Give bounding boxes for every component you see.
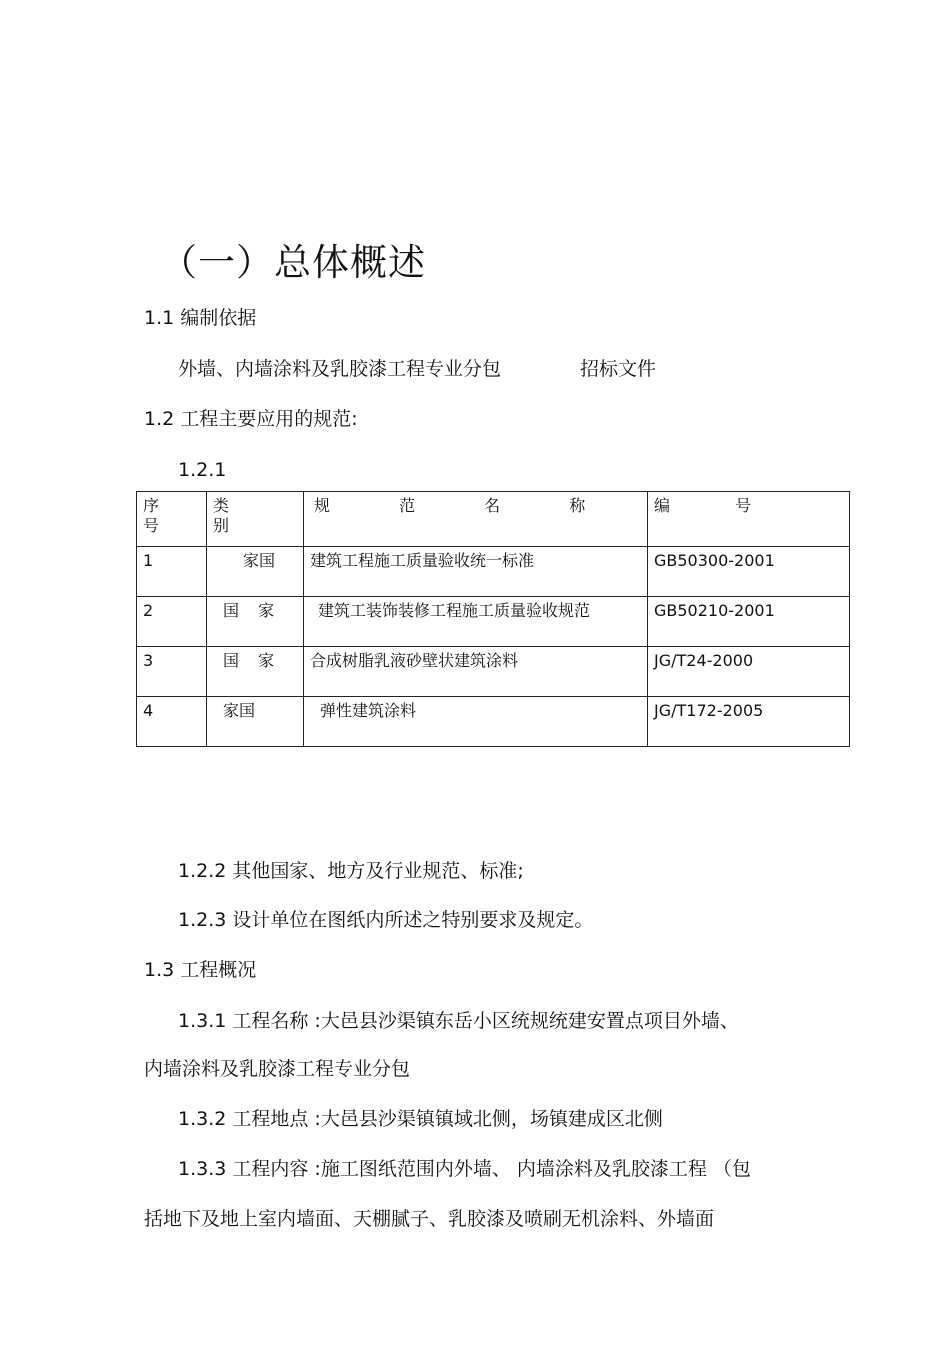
table-row: [137, 697, 850, 747]
header-name: 规 范 名 称: [304, 492, 648, 547]
section-1-3-1-cont: 内墙涂料及乳胶漆工程专业分包: [144, 1058, 411, 1080]
cell-no: 4: [137, 697, 207, 747]
cell-name: 建筑工程施工质量验收统一标准: [304, 547, 648, 597]
section-1-3-1: 1.3.1 工程名称 :大邑县沙渠镇东岳小区统规统建安置点项目外墙、: [178, 1010, 739, 1032]
spec-table: [136, 491, 850, 747]
cell-no: 2: [137, 597, 207, 647]
section-1-3-3: 1.3.3 工程内容 :施工图纸范围内外墙、 内墙涂料及乳胶漆工程 （包: [178, 1158, 751, 1180]
table-row: [137, 547, 850, 597]
cell-category: 家国: [207, 547, 304, 597]
header-category: 类 别: [207, 492, 304, 547]
section-1-2-2: 1.2.2 其他国家、地方及行业规范、标准;: [178, 860, 524, 882]
section-1-3-heading: 1.3 工程概况: [144, 959, 257, 981]
section-1-2-1-heading: 1.2.1: [178, 459, 227, 481]
cell-code: JG/T24-2000: [648, 647, 850, 697]
table-row: [137, 647, 850, 697]
cell-code: GB50210-2001: [648, 597, 850, 647]
cell-no: 1: [137, 547, 207, 597]
section-1-2-3: 1.2.3 设计单位在图纸内所述之特别要求及规定。: [178, 909, 594, 931]
cell-category: 家国: [207, 697, 304, 747]
cell-name: 合成树脂乳液砂壁状建筑涂料: [304, 647, 648, 697]
section-1-3-3-cont: 括地下及地上室内墙面、天棚腻子、乳胶漆及喷刷无机涂料、外墙面: [144, 1208, 715, 1230]
cell-category: 国 家: [207, 647, 304, 697]
cell-code: JG/T172-2005: [648, 697, 850, 747]
page-title: （一）总体概述: [160, 241, 426, 284]
table-row: [137, 597, 850, 647]
table-header-row: [137, 492, 850, 547]
cell-name: 弹性建筑涂料: [304, 697, 648, 747]
section-1-1-heading: 1.1 编制依据: [144, 307, 257, 329]
section-1-2-heading: 1.2 工程主要应用的规范:: [144, 408, 358, 430]
section-1-1-text-b: 招标文件: [580, 358, 657, 380]
cell-category: 国 家: [207, 597, 304, 647]
header-no: 序 号: [137, 492, 207, 547]
section-1-1-text: 外墙、内墙涂料及乳胶漆工程专业分包: [178, 358, 502, 380]
cell-name: 建筑工装饰装修工程施工质量验收规范: [304, 597, 648, 647]
header-code: 编 号: [648, 492, 850, 547]
section-1-3-2: 1.3.2 工程地点 :大邑县沙渠镇镇域北侧，场镇建成区北侧: [178, 1108, 663, 1130]
cell-code: GB50300-2001: [648, 547, 850, 597]
cell-no: 3: [137, 647, 207, 697]
